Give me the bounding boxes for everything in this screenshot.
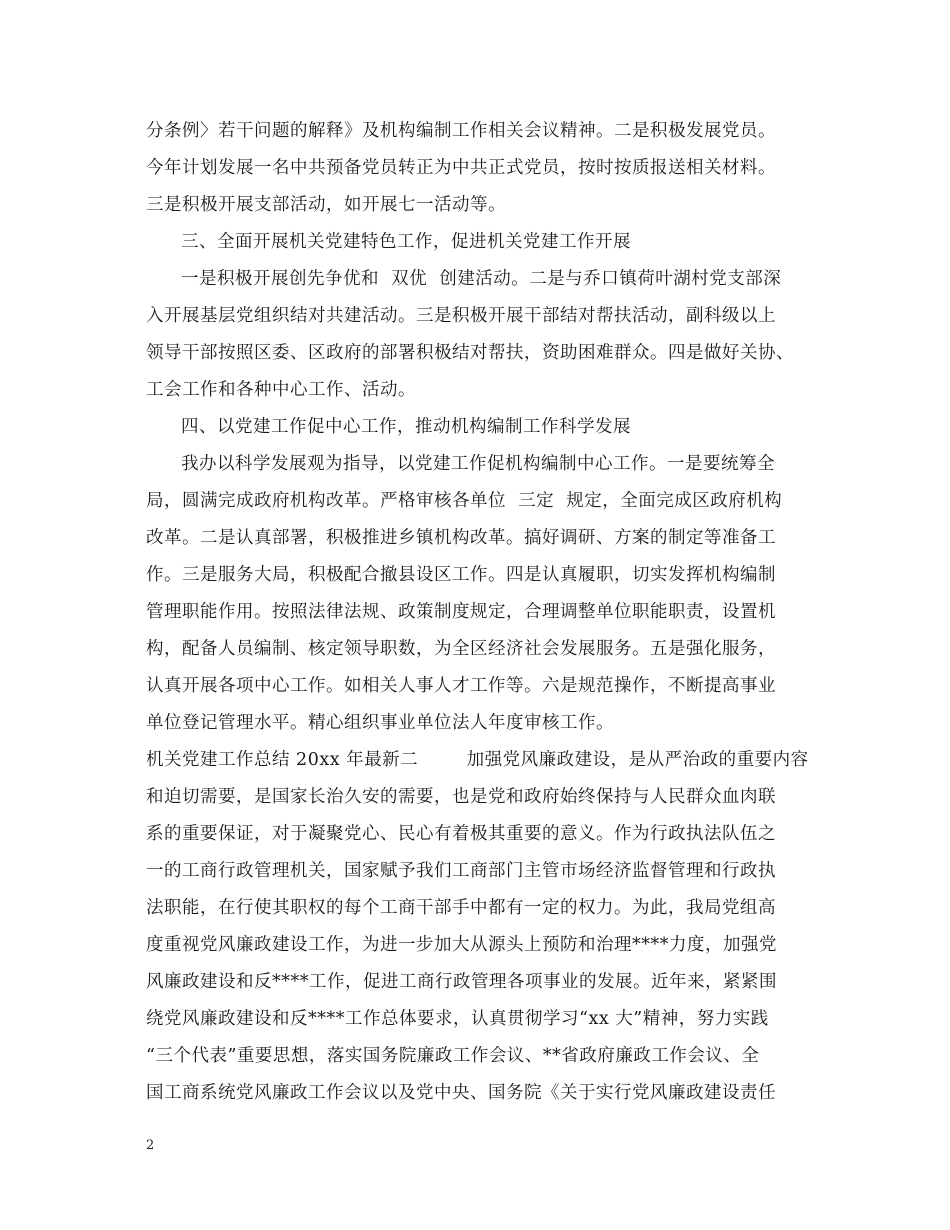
body-text-line: 单位登记管理水平。精心组织事业单位法人年度审核工作。	[146, 713, 614, 733]
body-text-line: “三个代表”重要思想，落实国务院廉政工作会议、**省政府廉政工作会议、全	[146, 1046, 760, 1066]
body-text-line: 我办以科学发展观为指导，以党建工作促机构编制中心工作。一是要统筹全	[181, 454, 775, 474]
body-text-line: 改革。二是认真部署，积极推进乡镇机构改革。搞好调研、方案的制定等准备工	[146, 528, 776, 548]
section-heading: 三、全面开展机关党建特色工作，促进机关党建工作开展	[181, 232, 631, 252]
body-text-line: 构，配备人员编制、核定领导职数，为全区经济社会发展服务。五是强化服务，	[146, 639, 776, 659]
body-text-line: 分条例〉若干问题的解释》及机构编制工作相关会议精神。二是积极发展党员。	[146, 121, 776, 141]
page-number: 2	[146, 1138, 155, 1153]
body-text-line: 三是积极开展支部活动，如开展七一活动等。	[146, 195, 506, 215]
body-text-line: 认真开展各项中心工作。如相关人事人才工作等。六是规范操作，不断提高事业	[146, 676, 776, 696]
body-text-line: 管理职能作用。按照法律法规、政策制度规定，合理调整单位职能职责，设置机	[146, 602, 776, 622]
body-text-line: 风廉政建设和反****工作，促进工商行政管理各项事业的发展。近年来，紧紧围	[146, 972, 777, 992]
body-text-line: 入开展基层党组织结对共建活动。三是积极开展干部结对帮扶活动，副科级以上	[146, 306, 776, 326]
body-text-line: 工会工作和各种中心工作、活动。	[146, 380, 416, 400]
body-text-line: 局，圆满完成政府机构改革。严格审核各单位 三定 规定，全面完成区政府机构	[146, 491, 783, 511]
body-text-line: 法职能，在行使其职权的每个工商干部手中都有一定的权力。为此，我局党组高	[146, 898, 776, 918]
body-text-line: 一的工商行政管理机关，国家赋予我们工商部门主管市场经济监督管理和行政执	[146, 861, 776, 881]
body-text-line: 系的重要保证，对于凝聚党心、民心有着极其重要的意义。作为行政执法队伍之	[146, 824, 776, 844]
body-text-line: 度重视党风廉政建设工作，为进一步加大从源头上预防和治理****力度，加强党	[146, 935, 777, 955]
body-text-line: 和迫切需要，是国家长治久安的需要，也是党和政府始终保持与人民群众血肉联	[146, 787, 776, 807]
body-text-line: 国工商系统党风廉政工作会议以及党中央、国务院《关于实行党风廉政建设责任	[146, 1083, 776, 1103]
section-heading: 四、以党建工作促中心工作，推动机构编制工作科学发展	[181, 417, 631, 437]
body-text-line: 今年计划发展一名中共预备党员转正为中共正式党员，按时按质报送相关材料。	[146, 158, 776, 178]
body-text-line: 机关党建工作总结 20xx 年最新二 加强党风廉政建设，是从严治政的重要内容	[146, 750, 809, 770]
body-text-line: 领导干部按照区委、区政府的部署积极结对帮扶，资助困难群众。四是做好关协、	[146, 343, 794, 363]
body-text-line: 作。三是服务大局，积极配合撤县设区工作。四是认真履职，切实发挥机构编制	[146, 565, 776, 585]
body-text-line: 一是积极开展创先争优和 双优 创建活动。二是与乔口镇荷叶湖村党支部深	[181, 269, 782, 289]
body-text-line: 绕党风廉政建设和反****工作总体要求，认真贯彻学习“xx 大”精神，努力实践	[146, 1009, 769, 1029]
